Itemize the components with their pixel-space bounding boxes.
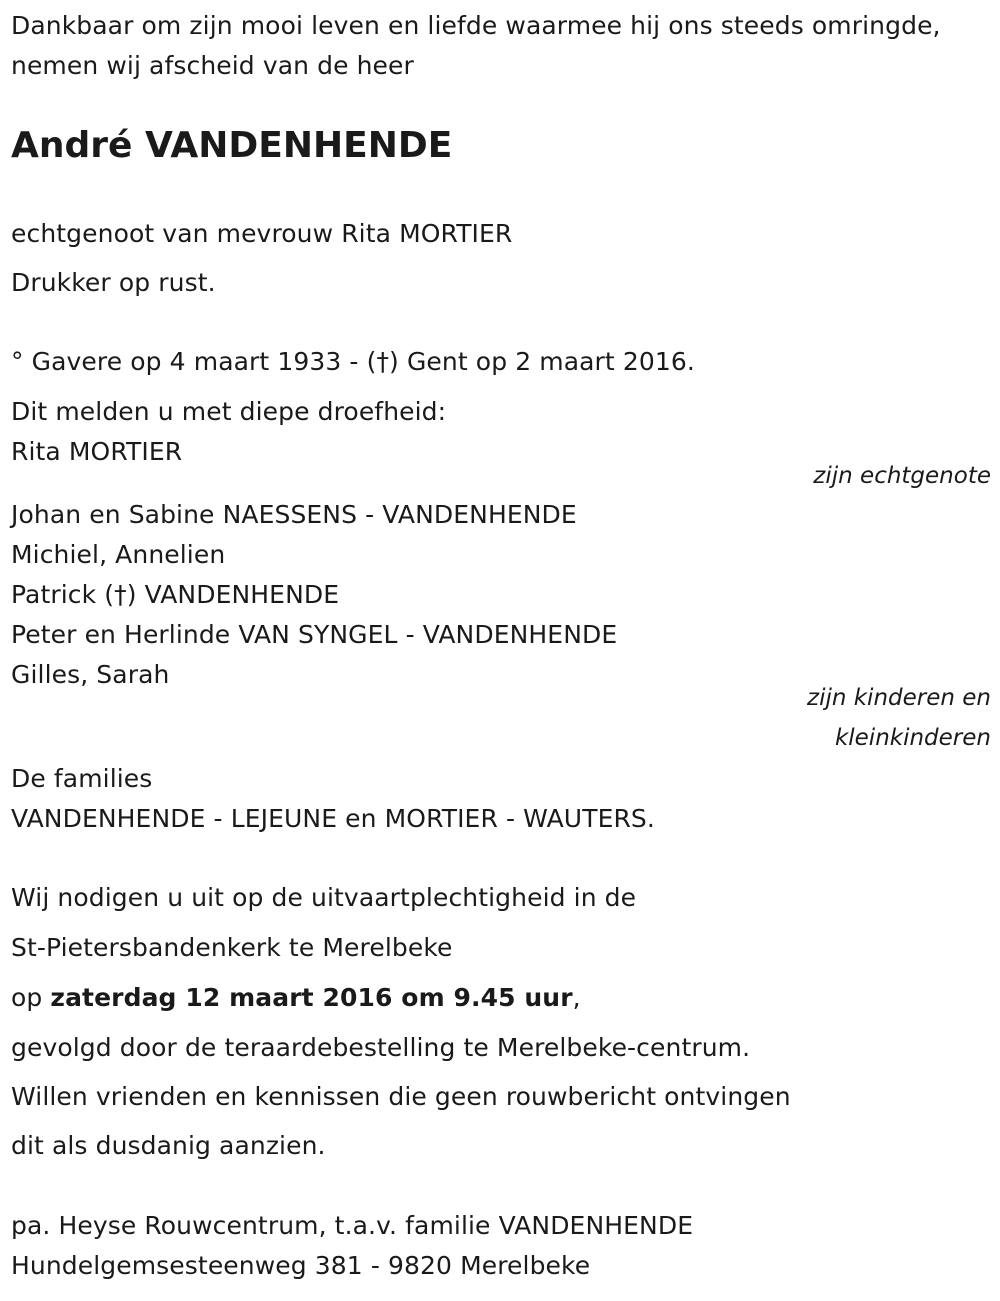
ceremony-line-5: Willen vrienden en kennissen die geen rouwbericht ontvingen: [11, 1082, 791, 1111]
families-label: De families: [11, 764, 153, 793]
child-line-1: Johan en Sabine NAESSENS - VANDENHENDE: [11, 500, 577, 529]
contact-line-1: pa. Heyse Rouwcentrum, t.a.v. familie VANDENHENDE: [11, 1211, 694, 1240]
spouse-name: Rita MORTIER: [11, 437, 183, 466]
ceremony-date-prefix: op: [11, 983, 51, 1012]
occupation: Drukker op rust.: [11, 268, 216, 297]
death-notice: [11, 0, 991, 1301]
intro-line-1: Dankbaar om zijn mooi leven en liefde waarmee hij ons steeds omringde,: [11, 11, 941, 40]
child-line-3: Patrick (†) VANDENHENDE: [11, 580, 340, 609]
ceremony-line-1: Wij nodigen u uit op de uitvaartplechtigheid in de: [11, 883, 637, 912]
children-relation-2: kleinkinderen: [834, 725, 991, 751]
spouse-relation: zijn echtgenote: [813, 463, 991, 489]
ceremony-date-suffix: ,: [572, 983, 581, 1012]
families-names: VANDENHENDE - LEJEUNE en MORTIER - WAUTERS.: [11, 804, 655, 833]
child-line-5: Gilles, Sarah: [11, 660, 170, 689]
child-line-2: Michiel, Annelien: [11, 540, 226, 569]
contact-line-2: Hundelgemsesteenweg 381 - 9820 Merelbeke: [11, 1251, 591, 1280]
spouse-line: echtgenoot van mevrouw Rita MORTIER: [11, 219, 513, 248]
deceased-name: André VANDENHENDE: [11, 125, 453, 166]
ceremony-line-4: gevolgd door de teraardebestelling te Merelbeke-centrum.: [11, 1033, 751, 1062]
child-line-4: Peter en Herlinde VAN SYNGEL - VANDENHENDE: [11, 620, 618, 649]
ceremony-line-6: dit als dusdanig aanzien.: [11, 1131, 326, 1160]
ceremony-date-line: [11, 982, 581, 1014]
mourners-intro: Dit melden u met diepe droefheid:: [11, 397, 447, 426]
birth-death-dates: ° Gavere op 4 maart 1933 - (†) Gent op 2 maart 2016.: [11, 347, 695, 376]
children-relation-1: zijn kinderen en: [807, 685, 991, 711]
ceremony-line-2: St-Pietersbandenkerk te Merelbeke: [11, 933, 453, 962]
ceremony-date: zaterdag 12 maart 2016 om 9.45 uur: [50, 983, 573, 1012]
intro-line-2: nemen wij afscheid van de heer: [11, 51, 414, 80]
